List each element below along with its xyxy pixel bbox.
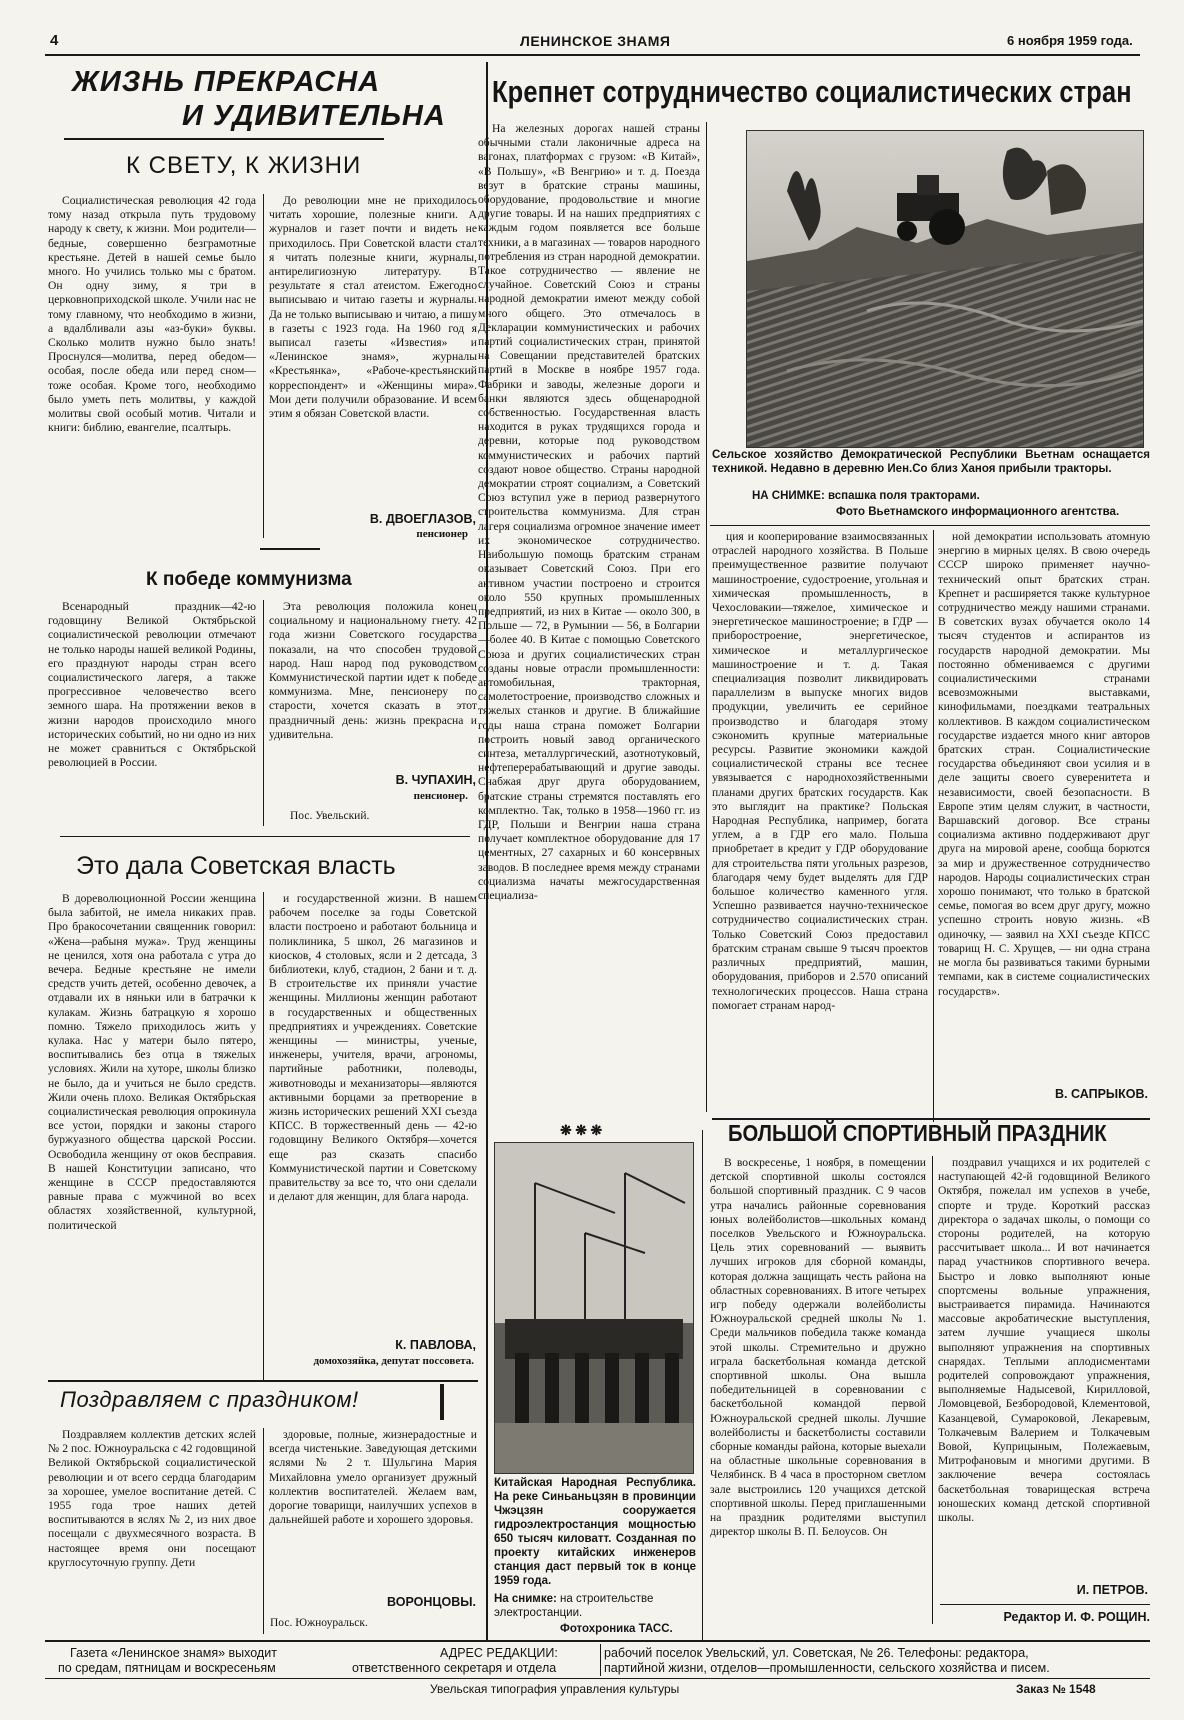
- main-article-signature: В. САПРЫКОВ.: [1055, 1087, 1148, 1101]
- article3-col1: В дореволюционной России женщина была забитой, не имела никаких прав. Про бракосочетании священник говорил: «Жена—рабыня мужа». Труд женщины не ценился, хотя она работала с утра до вечера. Бедные крестьяне не имели средств учить детей, особенно девочек, а отдавали их в няньки или в батрачки к кулакам. Жизнь батрацкую я хорошо помню. Тяжело приходилось жить у кулака. Нас у матери было пятеро, воспитывались без отца в тяжелых условиях. Жили на хуторе, школы близко не было, да и учиться не было средств. Жили очень плохо. Великая Октябрьская социалистическая революция опрокинула все устои, порядки и законы старого буржуазного общества царской России. Освободила женщину от оков бесправия. В нашей Конституции записано, что женщине в СССР предоставляются равные права с мужчиной во всех областях хозяйственной, культурной, политической: [48, 892, 256, 1232]
- vietnam-caption-subject: вспашка поля тракторами.: [827, 490, 980, 502]
- banner-headline: Крепнет сотрудничество социалистических стран: [492, 74, 1132, 109]
- vietnam-caption-label: НА СНИМКЕ:: [752, 490, 825, 502]
- footer-order: Заказ № 1548: [1016, 1682, 1096, 1696]
- article4-headline-bar: [440, 1384, 444, 1420]
- sport-headline: БОЛЬШОЙ СПОРТИВНЫЙ ПРАЗДНИК: [728, 1120, 1107, 1146]
- article1-end-rule: [260, 548, 320, 550]
- main-article-col-b: ция и кооперирование взаимосвязанных отраслей народного хозяйства. В Польше преимущественное развитие получают машиностроение, судостроение, угольная и химическая промышленность, в Чехословакии—тяжелое, химическое и энергетическое машиностроение; в ГДР — приборостроение, энергетическое, химическое и металлургическое машиностроение и т. д. Такая специализация позволит ликвидировать параллелизм в выпуске многих видов продукции, увеличить ее серийное производство и благодаря этому сэкономить крупные материальные ресурсы. Развитие экономики каждой социалистической страны все теснее увязывается с народнохозяйственными планами других братских государств. Как это выглядит на практике? Польская Народная Республика, например, богата углем, а в ГДР его мало. Польша приобретает в кредит у ГДР оборудование для строительства пяти угольных разрезов, благодаря чему будет выделять для ГДР большое количество каменного угля. Успешно развивается научно-техническое сотрудничество социалистических стран. Только Советский Союз предоставил братским странам свыше 9 тысяч проектов различных предприятий, машин, оборудования, приборов и 2.570 описаний технологических процессов. Наша страна помогает странам народ-: [712, 530, 928, 1012]
- sport-end-rule: [940, 1604, 1150, 1605]
- article4-place: Пос. Южноуральск.: [270, 1617, 368, 1629]
- vietnam-photo-end-rule: [710, 525, 1150, 526]
- china-caption: [494, 1476, 696, 1588]
- article1-col1: Социалистическая революция 42 года тому назад открыла путь трудовому народу к свету, к жизни. Мои родители—бедные, совершенно безграмотные крестьяне. Детей в нашей семье было много. Но учились только мы с братом. Он одну зиму, я три в церковноприходской школе. Учили нас не тому главному, что необходимо в жизни, а вдалбливали азы «аз-буки» буквы. Сколько молитв нужно было знать! Проснулся—молитва, перед обедом—особая, после обеда или перед сном—тоже особая. Кроме того, необходимо было уметь петь молитвы, у каждой молитвы свой особый мотив. Читали и книги: библию, евангелие, псалтырь.: [48, 194, 256, 435]
- masthead-rule: [45, 54, 1140, 56]
- article2-end-rule: [60, 836, 470, 837]
- article2-signature: В. ЧУПАХИН,: [395, 773, 476, 787]
- article2-col1: Всенародный праздник—42-ю годовщину Великой Октябрьской социалистической революции отмечают не только народы нашей великой Родины, его празднуют народы стран всего социалистического лагеря, а также прогрессивное человечество всего земного шара. На протяжении веков в жизни народов происходило много исторических событий, но ни одно из них не может сравниться с Октябрьской революцией в России.: [48, 600, 256, 770]
- masthead: [0, 0, 1184, 60]
- article1-col-divider: [263, 194, 264, 538]
- sport-signature: И. ПЕТРОВ.: [1076, 1583, 1148, 1597]
- vietnam-tractor-photo: [746, 130, 1144, 448]
- footer-schedule-1: Газета «Ленинское знамя» выходит: [70, 1646, 277, 1660]
- vietnam-caption: [712, 448, 1150, 476]
- paper-name: ЛЕНИНСКОЕ ЗНАМЯ: [520, 33, 671, 49]
- article4-col1: Поздравляем коллектив детских яслей № 2 пос. Южноуральска с 42 годовщиной Великой Октябрьской социалистической революции и от всего сердца благодарим за хорошее, умелое воспитание детей. С 1955 года трое наших детей воспитываются в яслях № 2, из них двое посещали с двухмесячного возраста. В настоящее время они посещают круглосуточную группу. Дети: [48, 1428, 256, 1569]
- rubric-line-1: ЖИЗНЬ ПРЕКРАСНА: [72, 66, 381, 98]
- rubric-line-2: И УДИВИТЕЛЬНА: [182, 100, 446, 132]
- main-col-a-divider: [706, 122, 707, 1112]
- footer-address-right-1: рабочий поселок Увельский, ул. Советская, № 26. Телефоны: редактора,: [604, 1646, 1029, 1660]
- article3-col-divider: [263, 892, 264, 1380]
- issue-date: 6 ноября 1959 года.: [1007, 33, 1133, 48]
- vietnam-caption-label-line: [752, 489, 980, 503]
- vietnam-caption-credit: Фото Вьетнамского информационного агентства.: [836, 506, 1120, 518]
- china-dam-photo: [494, 1142, 694, 1474]
- article4-col-divider: [263, 1428, 264, 1634]
- article4-headline: Поздравляем с праздником!: [60, 1387, 359, 1412]
- article2-col-divider: [263, 600, 264, 826]
- vietnam-caption-text: Сельское хозяйство Демократической Республики Вьетнам оснащается техникой. Недавно в деревню Иен.Со близ Ханоя прибыли тракторы.: [712, 449, 1150, 475]
- article3-col2: и государственной жизни. В нашем рабочем поселке за годы Советской власти построено и работают больница и поликлиника, 5 школ, 26 магазинов и киосков, 4 столовых, ясли и 2 детсада, 3 библиотеки, клуб, стадион, 2 бани и т. д. В строительстве их приняли участие женщины. Миллионы женщин работают в государственных и общественных предприятиях и учреждениях. Советские женщины — министры, ученые, инженеры, учителя, врачи, агрономы, партийные работники, полеводы, животноводы и механизаторы—являются активными борцами за претворение в жизнь исторических решений XXI съезда КПСС. В торжественный день — 42-ю годовщину Великого Октября—хочется еще раз сказать спасибо Коммунистической партии и Советскому правительству за все то, что они сделали и делают для женщин, для блага народа.: [269, 892, 477, 1204]
- editor-signature: Редактор И. Ф. РОЩИН.: [1003, 1610, 1150, 1624]
- page-number: 4: [50, 32, 59, 49]
- footer-divider: [600, 1644, 601, 1676]
- main-article-col-a: На железных дорогах нашей страны обычными стали лаконичные адреса на вагонах, платформах с грузом: «В Китай», «В Польшу», «В Венгрию» и т. д. Поезда везут в братские страны машины, оборудование, продовольствие и многие другие товары. И на наших предприятиях с каждым годом появляется все больше техники, а в магазинах — товаров народного потребления из стран народной демократии. Такое сотрудничество — явление не случайное. Советский Союз и страны народной демократии имеют между собой много общего. Это отмечалось в Декларации коммунистических и рабочих партий социалистических стран, принятой на Совещании представителей братских партий в Москве в ноябре 1957 года. Фабрики и заводы, железные дороги и банки являются здесь общенародной собственностью. Государственная власть находится в руках трудящихся города и деревни, которые под руководством коммунистических и рабочих партий создают новое общество. Страны народной демократии строят социализм, а Советский Союз вступил уже в период развернутого строительства коммунизма. Для стран лагеря социализма огромное значение имеет их экономическое сотрудничество. Наибольшую помощь братским странам оказывает Советский Союз. При его активном участии построено и строится около 550 крупных промышленных предприятий, из них в Китае — около 300, в Польше — 72, в Румынии — 56, в Болгарии—более 40. В Китае с помощью Советского Союза и других социалистических стран созданы новые отрасли промышленности: автомобильная, тракторная, самолетостроение, производство сложных и тяжелых станков и другие. В ближайшие годы наша страна поможет Болгарии построить новый завод органического синтеза, металлургический, азотнотуковый, нефтеперерабатывающий и другие заводы. Снабжая друг друга оборудованием, братские страны стремятся поставлять его комплектно. Так, только в 1958—1960 гг. из ГДР, Польши и Венгрии наша страна получает комплектное оборудование для 17 цементных, 27 сахарных и 60 консервных заводов. В последнее время между странами социализма начаты межгосударственная специализа-: [478, 122, 700, 902]
- sport-col2: поздравил учащихся и их родителей с наступающей 42-й годовщиной Великого Октября, пожелал им успехов в учебе, спорте и труде. Короткий рассказ директора о задачах школы, о помощи со стороны родителей, на которую рассчитывает школа... И вот начинается парад участников спортивного вечера. Быстро и ловко выполняют юные спортсмены вольные упражнения, выстраивается пирамида. Начинаются массовые акробатические выступления, затем лучшие учащиеся школы выполняют упражнения на спортивных снарядах. Теплыми аплодисментами родителей сопровождают упражнения, выполняемые Надысевой, Кирилловой, Ломовцевой, Безбородовой, Клементовой, Казанцевой, Сумароковой, Лекаревым, Толкачевым Валерием и Толкачевым Вовой, Куприцыным, Полежаевым, Митрофановым и многими другими. В заключение вечера состоялась баскетбольная товарищеская встреча юношеских команд детской спортивной школы.: [938, 1156, 1150, 1525]
- article1-signature: В. ДВОЕГЛАЗОВ,: [369, 512, 476, 526]
- article4-signature: ВОРОНЦОВЫ.: [387, 1595, 476, 1609]
- footer-top-rule: [45, 1640, 1150, 1642]
- footer-address-label: АДРЕС РЕДАКЦИИ:: [440, 1646, 558, 1660]
- article2-place: Пос. Увельский.: [290, 810, 370, 822]
- article2-signature-title: пенсионер.: [413, 790, 468, 802]
- sport-col-divider: [932, 1156, 933, 1624]
- china-caption-label: На снимке:: [494, 1593, 557, 1605]
- china-caption-text: Китайская Народная Республика. На реке Синьаньцзян в провинции Чжэцзян сооружается гидроэлектростанция мощностью 650 тысяч киловатт. Созданная по проекту китайских инженеров станция даст первый ток в конце 1959 года.: [494, 1477, 696, 1587]
- footer-printer: Увельская типография управления культуры: [430, 1682, 680, 1696]
- china-caption-subject: на строительстве электростанции.: [494, 1593, 654, 1619]
- article1-signature-title: пенсионер: [416, 528, 468, 540]
- footer-address-right-2: партийной жизни, отделов—промышленности, сельского хозяйства и писем.: [604, 1661, 1050, 1675]
- article1-headline: К СВЕТУ, К ЖИЗНИ: [126, 152, 362, 179]
- china-caption-label-line: [494, 1592, 696, 1620]
- section-ornament: ❋ ❋ ❋: [560, 1124, 603, 1139]
- article2-headline: К победе коммунизма: [146, 569, 352, 590]
- china-caption-credit: Фотохроника ТАСС.: [560, 1623, 673, 1635]
- article3-signature-title: домохозяйка, депутат поссовета.: [313, 1355, 474, 1367]
- footer-address-2: ответственного секретаря и отдела: [352, 1661, 557, 1675]
- article2-col2: Эта революция положила конец социальному и национальному гнету. 42 года жизни Советского государства показали, на что способен трудовой народ. Наш народ под руководством Коммунистической партии идет к победе коммунизма. Мне, пенсионеру по старости, хочется сказать в этот праздничный день: жизнь прекрасна и удивительна.: [269, 600, 477, 741]
- main-article-col-c: ной демократии использовать атомную энергию в мирных целях. В свою очередь СССР широко применяет научно-технический опыт братских стран. Крепнет и расширяется также культурное сотрудничество между нашими странами. В советских вузах обучается около 14 тысяч студентов и аспирантов из государств народной демократии. Мы постоянно обмениваемся с другими социалистическими странами всевозможными выставками, кинофильмами, поездками театральных коллективов. В каждом социалистическом государстве издается много книг авторов братских стран. Социалистические государства объединяют свои усилия и в деле защиты своего суверенитета и независимости, своей безопасности. В Европе этим целям служит, в частности, Варшавский договор. Все страны социализма активно поддерживают друг друга на мировой арене, сообща борются за мир и дружественное сотрудничество народов. Народы социалистических стран хорошо понимают, что только в братской семье, помогая во всем друг другу, можно успешно строить новую жизнь. «В одиночку, — заявил на XXI съезде КПСС товарищ Н. С. Хрущев, — ни одна страна не могла бы развиваться такими бурными темпами, как в системе социалистических государств».: [938, 530, 1150, 998]
- footer-schedule-2: по средам, пятницам и воскресеньям: [58, 1661, 276, 1675]
- article3-end-rule: [48, 1380, 478, 1382]
- main-col-b-divider: [933, 530, 934, 1122]
- footer-bottom-rule: [45, 1678, 1150, 1679]
- article1-col2: До революции мне не приходилось читать хорошие, полезные книги. А журналов и газет почти и видеть не приходилось. При Советской власти стал я читать полезные книги, журналы, антирелигиозную литературу. В результате я стал атеистом. Ежегодно выписываю и читаю газеты и журналы. Да не только выписываю и читаю, а пишу в газеты с 1923 года. На 1960 год я выписал газеты «Известия» и «Ленинское знамя», журналы «Крестьянка», «Рабоче-крестьянский корреспондент» и «Женщины мира». Мои дети получили образование. И всем этим я обязан Советской власти.: [269, 194, 477, 421]
- article3-signature: К. ПАВЛОВА,: [395, 1338, 476, 1352]
- sport-col1: В воскресенье, 1 ноября, в помещении детской спортивной школы состоялся большой спортивный праздник. С 9 часов утра начались районные соревнования юных волейболистов—школьных команд поселков Увельского и Южноуральска. Цель этих соревнований — выявить лучших игроков для сборной команды, которая должна защищать честь района на областных соревнованиях. В итоге четырех игр победу одержали волейболисты Южноуральской средней школы № 1. Среди мальчиков победила также команда этой школы. Стремительно и дружно играла баскетбольная команда детской спортивной школы. Она вышла победительницей в соревновании с баскетбольной командой первой Южноуральской средней школы. Лучшие волейболисты и баскетболисты составили сборные команды района, которые выехали на областные школьные соревнования в Челябинск. В 4 часа в просторном светлом зале выстроились 120 учащихся детской спортивной школы. Перед приглашенными на праздник родителями выступил директор школы В. П. Белоусов. Он: [710, 1156, 926, 1539]
- china-column-divider: [702, 1130, 703, 1640]
- article4-col2: здоровые, полные, жизнерадостные и всегда чистенькие. Заведующая детскими яслями № 2 т. Шульгина Мария Михайловна умело организует дружный коллектив воспитателей. Желаем вам, дорогие товарищи, наилучших успехов в дальнейшей работе и хорошего здоровья.: [269, 1428, 477, 1527]
- china-photo-image: [495, 1143, 693, 1473]
- article3-headline: Это дала Советская власть: [76, 852, 396, 880]
- vietnam-photo-image: [747, 131, 1143, 447]
- rubric-underline: [64, 138, 384, 140]
